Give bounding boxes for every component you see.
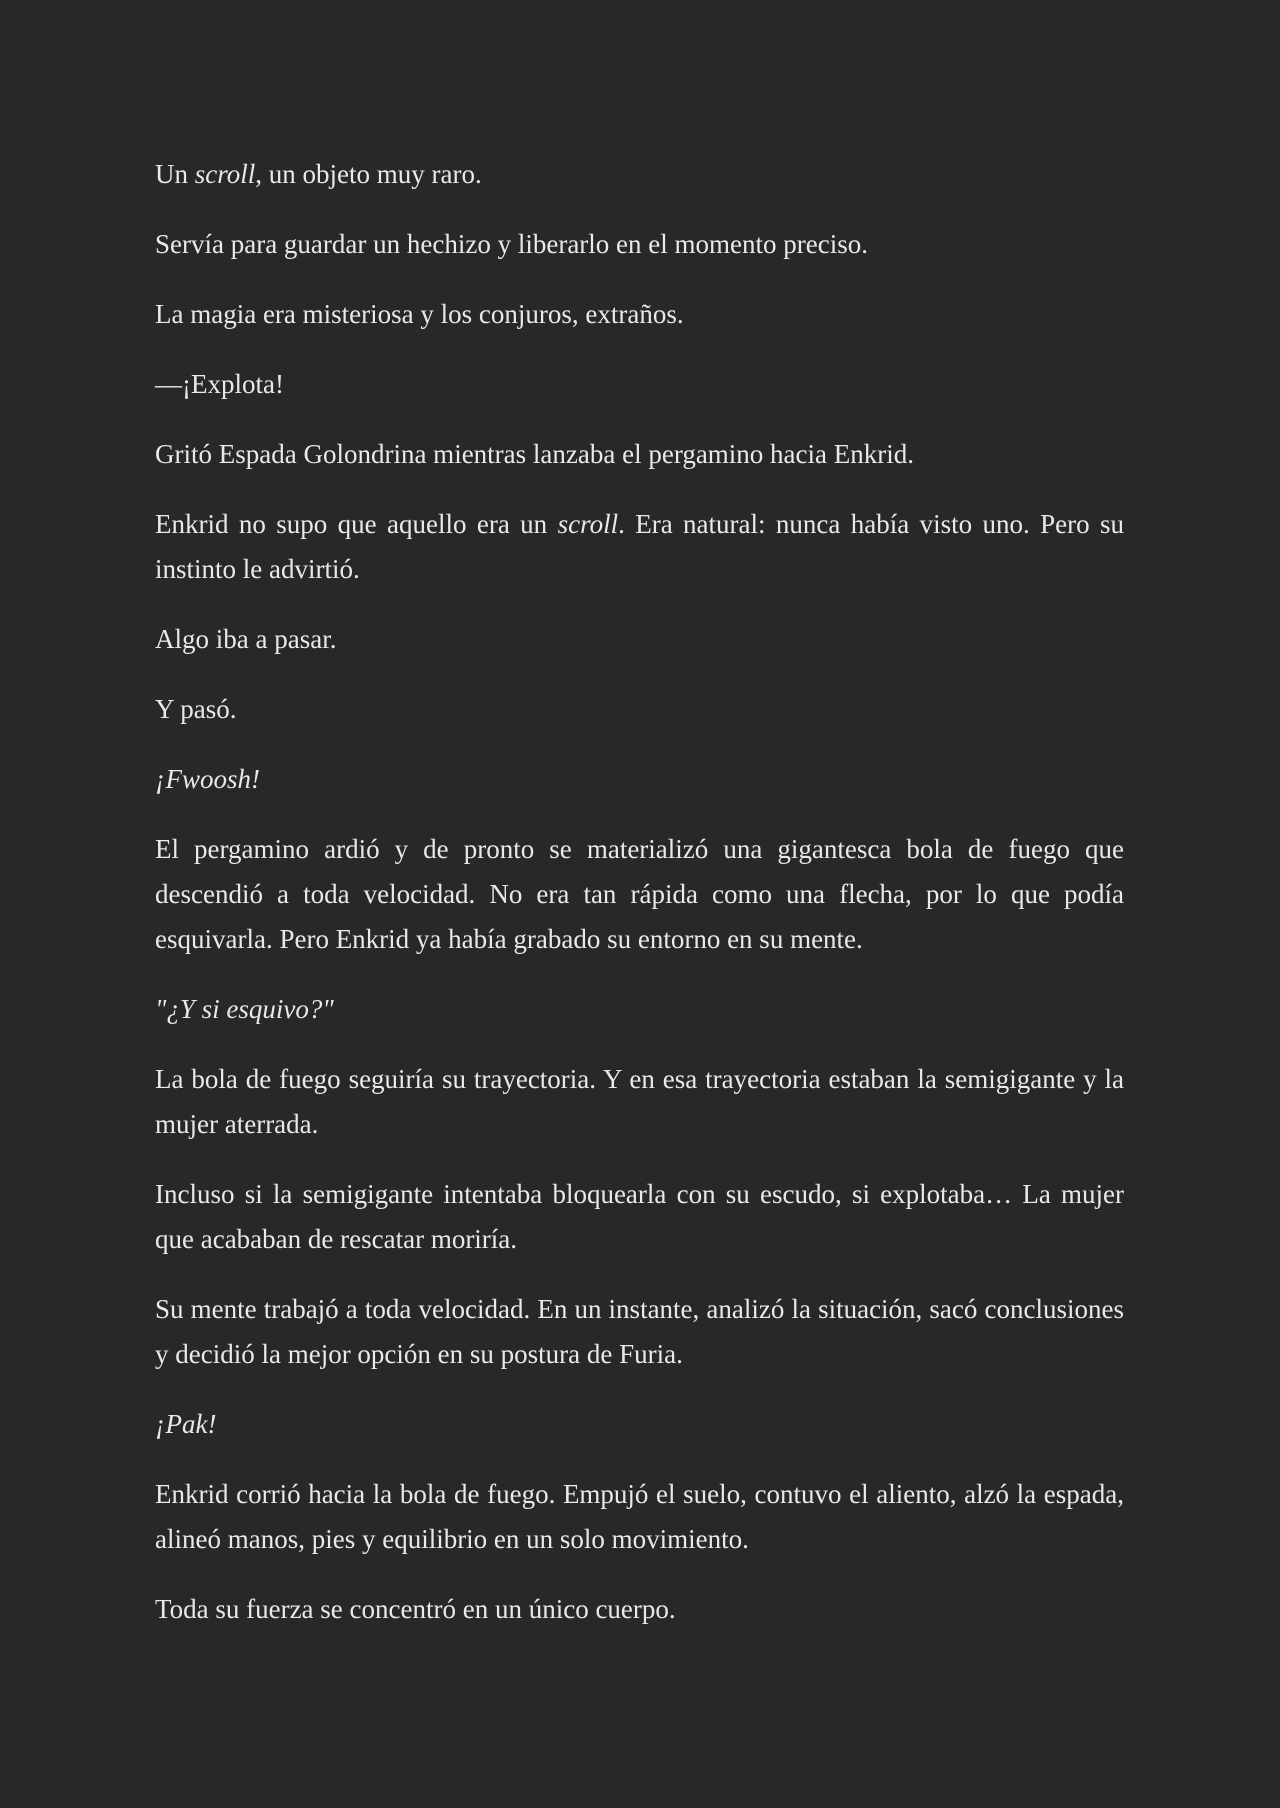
paragraph: Incluso si la semigigante intentaba bloquearla con su escudo, si explotaba… La mujer que acababan de rescatar moriría. xyxy=(155,1179,1124,1254)
paragraph: Servía para guardar un hechizo y liberarlo en el momento preciso. xyxy=(155,229,868,259)
scroll-term: scroll xyxy=(557,509,619,539)
paragraph: Algo iba a pasar. xyxy=(155,624,337,654)
paragraph: Gritó Espada Golondrina mientras lanzaba el pergamino hacia Enkrid. xyxy=(155,439,914,469)
paragraph: El pergamino ardió y de pronto se materializó una gigantesca bola de fuego que descendió a toda velocidad. No era tan rápida como una flecha, por lo que podía esquivarla. Pero Enkrid ya había grabado su entorno en su mente. xyxy=(155,834,1124,954)
inner-thought: "¿Y si esquivo?" xyxy=(155,994,334,1024)
paragraph: Toda su fuerza se concentró en un único cuerpo. xyxy=(155,1594,676,1624)
paragraph: Y pasó. xyxy=(155,694,237,724)
paragraph: Su mente trabajó a toda velocidad. En un instante, analizó la situación, sacó conclusiones y decidió la mejor opción en su postura de Furia. xyxy=(155,1294,1124,1369)
sound-effect: ¡Pak! xyxy=(155,1409,217,1439)
chapter-text xyxy=(155,152,1124,1632)
scroll-term: scroll xyxy=(194,159,256,189)
sound-effect: ¡Fwoosh! xyxy=(155,764,261,794)
paragraph: La bola de fuego seguiría su trayectoria. Y en esa trayectoria estaban la semigigante y la mujer aterrada. xyxy=(155,1064,1124,1139)
dialogue-line: —¡Explota! xyxy=(155,369,284,399)
paragraph: Enkrid no supo que aquello era un scroll. Era natural: nunca había visto uno. Pero su instinto le advirtió. xyxy=(155,509,1124,584)
paragraph: La magia era misteriosa y los conjuros, extraños. xyxy=(155,299,684,329)
paragraph: Enkrid corrió hacia la bola de fuego. Empujó el suelo, contuvo el aliento, alzó la espada, alineó manos, pies y equilibrio en un solo movimiento. xyxy=(155,1479,1124,1554)
paragraph: Un scroll, un objeto muy raro. xyxy=(155,159,482,189)
